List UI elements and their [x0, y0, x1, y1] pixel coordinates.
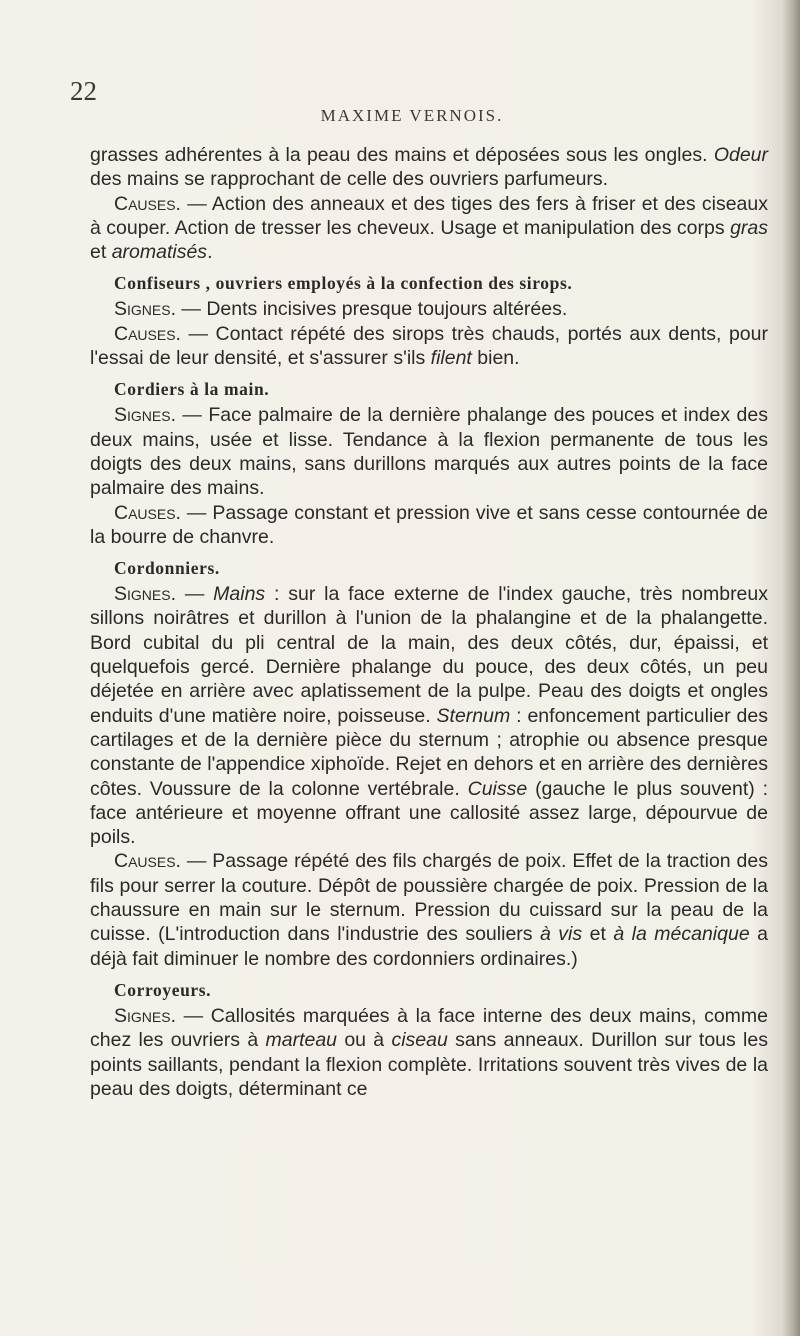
section-heading-confiseurs: Confiseurs , ouvriers employés à la confection des sirops.	[114, 273, 573, 294]
section-heading-cordonniers: Cordonniers.	[114, 558, 220, 579]
paragraph-signes-cordonniers: Signes. — Mains : sur la face externe de l'index gauche, très nombreux sillons noirâtres et durillon à l'union de la phalangine et de la phalangette. Bord cubital du pli central de la main, des deux côtés, dur, épaissi, et quelquefois gercé. Dernière phalange du pouce, des deux côtés, un peu déjetée en arrière avec aplatissement de la pulpe. Peau des doigts et ongles enduits d'une matière noire, poisseuse. Sternum : enfoncement particulier des cartilages et de la dernière pièce du sternum ; atrophie ou absence presque constante de l'appendice xiphoïde. Rejet en dehors et en arrière des dernières côtes. Voussure de la colonne vertébrale. Cuisse (gauche le plus souvent) : face antérieure et moyenne offrant une callosité assez large, dépourvue de poils.	[90, 583, 769, 849]
page-body	[90, 143, 768, 1101]
paragraph-signes-corroyeurs: Signes. — Callosités marquées à la face interne des deux mains, comme chez les ouvriers à marteau ou à ciseau sans anneaux. Durillon sur tous les points saillants, pendant la flexion complète. Irritations souvent très vives de la peau des doigts, déterminant ce	[90, 1004, 768, 1100]
paragraph-causes-cordiers: Causes. — Passage constant et pression vive et sans cesse contournée de la bourre de chanvre.	[90, 501, 768, 548]
paragraph-continuation: grasses adhérentes à la peau des mains et déposées sous les ongles. Odeur des mains se rapprochant de celle des ouvriers parfumeurs.	[90, 144, 769, 191]
paragraph-causes-confiseurs: Causes. — Contact répété des sirops très chauds, portés aux dents, pour l'essai de leur densité, et s'assurer s'ils filent bien.	[90, 322, 768, 370]
running-title: MAXIME VERNOIS.	[320, 106, 504, 125]
page-edge-shadow	[782, 0, 800, 1336]
paragraph-causes-cordonniers: Causes. — Passage répété des fils chargés de poix. Effet de la traction des fils pour serrer la couture. Dépôt de poussière chargée de poix. Pression de la chaussure en main sur le sternum. Pression du cuissard sur la peau de la cuisse. (L'introduction dans l'industrie des souliers à vis et à la mécanique a déjà fait diminuer le nombre des cordonniers ordinaires.)	[90, 850, 768, 970]
paragraph-signes-confiseurs: Signes. — Dents incisives presque toujours altérées.	[114, 298, 568, 321]
section-heading-corroyeurs: Corroyeurs.	[114, 979, 212, 1000]
section-heading-cordiers: Cordiers à la main.	[114, 379, 270, 400]
paragraph-causes-parfumeurs: Causes. — Action des anneaux et des tiges des fers à friser et des ciseaux à couper. Action de tresser les cheveux. Usage et manipulation des corps gras et aromatisés.	[90, 192, 768, 264]
page-number: 22	[70, 76, 97, 106]
paragraph-signes-cordiers: Signes. — Face palmaire de la dernière phalange des pouces et index des deux mains, usée et lisse. Tendance à la flexion permanente de tous les doigts des deux mains, sans durillons marqués aux autres points de la face palmaire des mains.	[90, 404, 768, 500]
